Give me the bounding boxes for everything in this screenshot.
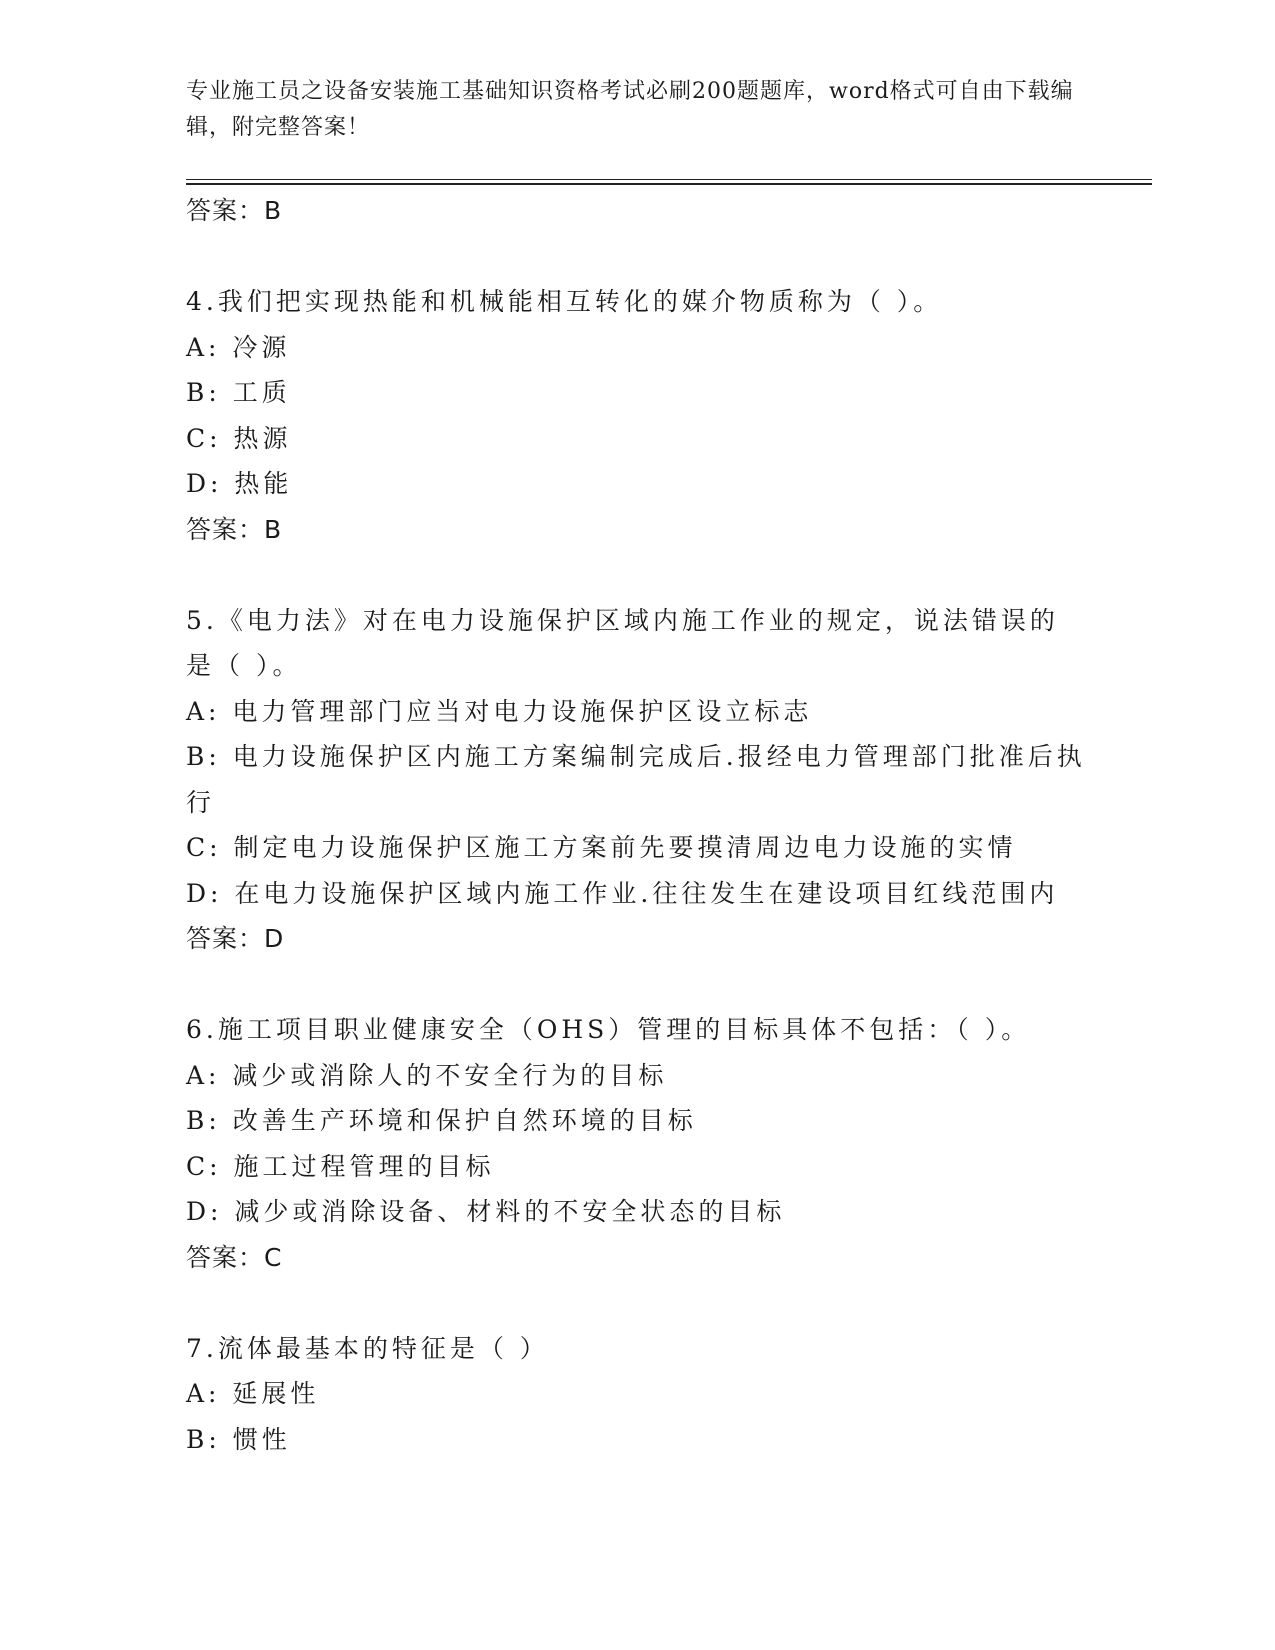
option-d: D: 减少或消除设备、材料的不安全状态的目标 (186, 1197, 786, 1226)
question-5 (186, 598, 1086, 962)
spacer (186, 552, 1086, 598)
question-7 (186, 1326, 1086, 1463)
question-stem: 5.《电力法》对在电力设施保护区域内施工作业的规定，说法错误的是（ ）。 (186, 605, 1059, 680)
header-rule-thin (186, 179, 1152, 180)
option-a: A: 电力管理部门应当对电力设施保护区设立标志 (186, 696, 813, 726)
option-b: B: 工质 (186, 378, 291, 407)
option-b: B: 电力设施保护区内施工方案编制完成后.报经电力管理部门批准后执行 (186, 742, 1086, 817)
answer-line: 答案：C (186, 1242, 283, 1272)
option-c: C: 热源 (186, 423, 292, 453)
option-c: C: 制定电力设施保护区施工方案前先要摸清周边电力设施的实情 (186, 833, 1017, 862)
option-a: A: 延展性 (186, 1379, 320, 1408)
option-c: C: 施工过程管理的目标 (186, 1151, 495, 1181)
answer-line: 答案：B (186, 196, 283, 225)
option-b: B: 惯性 (186, 1424, 291, 1454)
question-6 (186, 1007, 1086, 1280)
header-rule-thick (186, 183, 1152, 185)
option-a: A: 冷源 (186, 332, 291, 362)
question-stem: 6.施工项目职业健康安全（OHS）管理的目标具体不包括：（ ）。 (186, 1015, 1031, 1044)
question-list (186, 188, 1086, 1462)
answer-line: 答案：D (186, 924, 285, 953)
question-stem: 4.我们把实现热能和机械能相互转化的媒介物质称为（ ）。 (186, 287, 943, 316)
question-stem: 7.流体最基本的特征是（ ） (186, 1333, 549, 1363)
spacer (186, 1280, 1086, 1326)
option-d: D: 热能 (186, 469, 293, 498)
option-d: D: 在电力设施保护区域内施工作业.往往发生在建设项目红线范围内 (186, 878, 1059, 908)
answer-line: 答案：B (186, 514, 283, 544)
option-b: B: 改善生产环境和保护自然环境的目标 (186, 1106, 697, 1135)
question-4 (186, 279, 1086, 552)
spacer (186, 962, 1086, 1008)
spacer (186, 234, 1086, 280)
document-header: 专业施工员之设备安装施工基础知识资格考试必刷200题题库，word格式可自由下载编辑，附完整答案！ (186, 79, 1074, 140)
option-a: A: 减少或消除人的不安全行为的目标 (186, 1060, 668, 1090)
